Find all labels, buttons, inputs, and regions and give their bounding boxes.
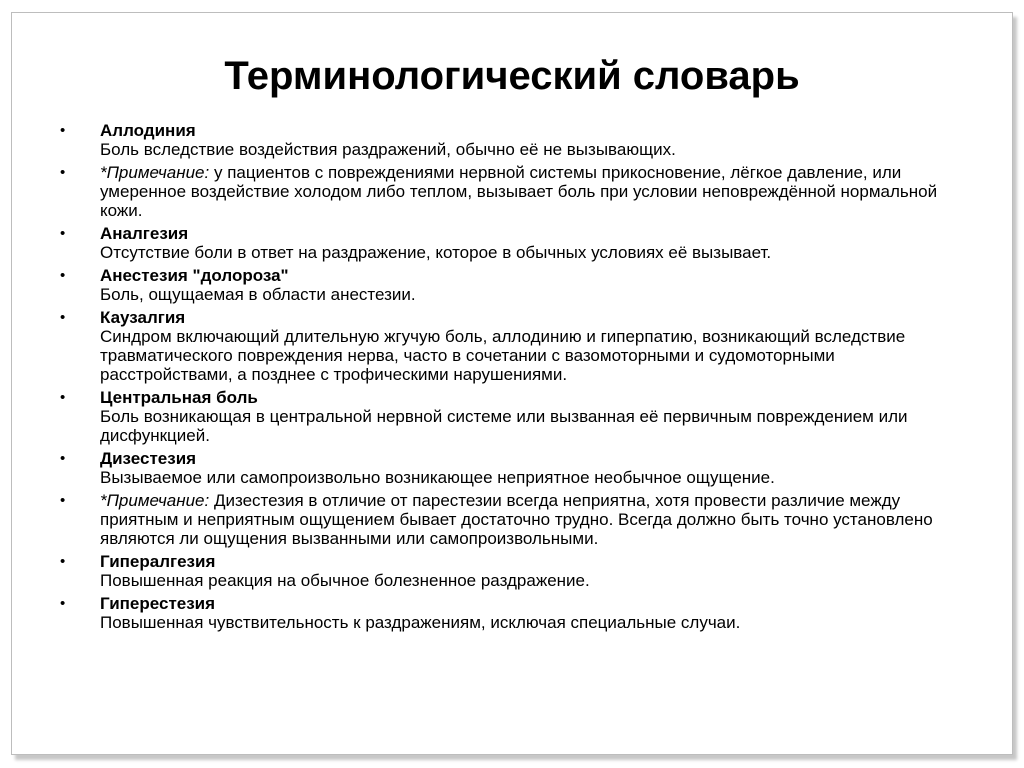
glossary-definition: Боль возникающая в центральной нервной системе или вызванная её первичным повреждением или дисфункцией. [100,407,908,445]
bullet: • [60,309,66,326]
bullet: • [60,595,66,612]
bullet: • [60,267,66,284]
glossary-note-allodynia [57,163,957,220]
glossary-definition: Синдром включающий длительную жгучую боль, аллодинию и гиперпатию, возникающий вследствие травматического повреждения нерва, часто в сочетании с вазомоторными и судомоторными расстройствами, а позднее с трофическими нарушениями. [100,327,906,384]
glossary-item-causalgia [57,308,957,384]
glossary-term: Гиперестезия [100,594,216,613]
bullet: • [60,450,66,467]
glossary-term: Анестезия "долороза" [100,266,289,285]
glossary-list [57,121,957,636]
glossary-item-analgesia [57,224,957,262]
glossary-definition: Боль вследствие воздействия раздражений, обычно её не вызывающих. [100,140,676,159]
glossary-definition: Повышенная чувствительность к раздражениям, исключая специальные случаи. [100,613,741,632]
note-text [100,491,957,548]
glossary-definition: Отсутствие боли в ответ на раздражение, которое в обычных условиях её вызывает. [100,243,772,262]
note-body: Дизестезия в отличие от парестезии всегда неприятна, хотя провести различие между приятным и неприятным ощущением бывает достаточно трудно. Всегда должно быть точно установлено являются ли ощущения вызванными или самопроизвольными. [100,491,933,548]
glossary-term: Аллодиния [100,121,196,140]
page-title: Терминологический словарь [224,54,800,98]
glossary-term: Аналгезия [100,224,189,243]
note-text [100,163,957,220]
glossary-term: Дизестезия [100,449,197,468]
glossary-definition: Повышенная реакция на обычное болезненное раздражение. [100,571,590,590]
glossary-definition: Боль, ощущаемая в области анестезии. [100,285,416,304]
glossary-item-central-pain [57,388,957,445]
note-prefix: *Примечание: [100,491,210,510]
bullet: • [60,122,66,139]
glossary-term: Центральная боль [100,388,258,407]
glossary-term: Каузалгия [100,308,186,327]
glossary-item-anesthesia-dolorosa [57,266,957,304]
bullet: • [60,553,66,570]
glossary-item-hyperalgesia [57,552,957,590]
glossary-note-dysesthesia [57,491,957,548]
bullet: • [60,389,66,406]
note-body: у пациентов с повреждениями нервной системы прикосновение, лёгкое давление, или умеренное воздействие холодом либо теплом, вызывает боль при условии неповреждённой нормальной кожи. [100,163,938,220]
bullet: • [60,492,66,509]
glossary-item-dysesthesia [57,449,957,487]
glossary-term: Гипералгезия [100,552,216,571]
glossary-item-allodynia [57,121,957,159]
note-prefix: *Примечание: [100,163,210,182]
glossary-definition: Вызываемое или самопроизвольно возникающее неприятное необычное ощущение. [100,468,775,487]
glossary-item-hyperesthesia [57,594,957,632]
bullet: • [60,164,66,181]
bullet: • [60,225,66,242]
